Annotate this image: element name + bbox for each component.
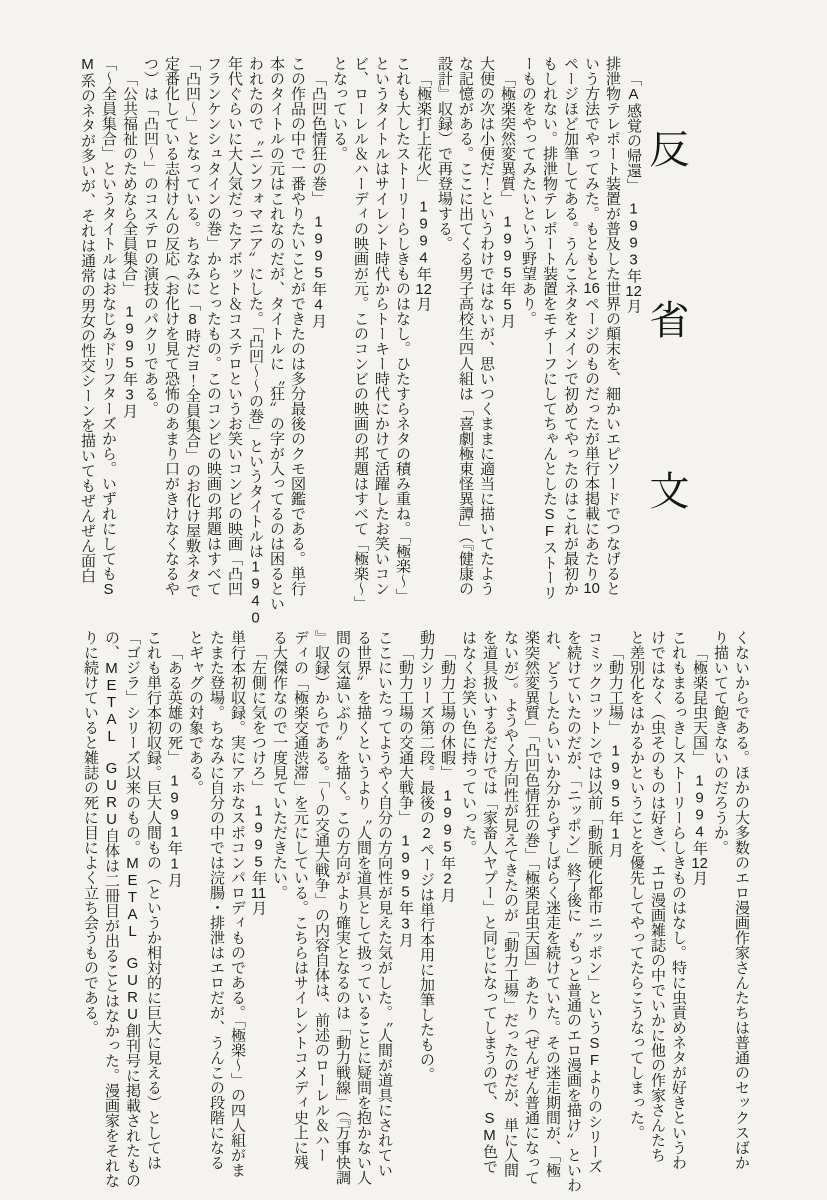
text-line: ディの「極楽交通渋滞」を元にしている。こちらはサイレントコメディ史上に残 (292, 630, 309, 1170)
text-line: たまた登場。ちなみに自分の中では浣腸・排泄はエロだが、うんこの段階になる (208, 630, 225, 1170)
work-title-line: 「極楽昆虫天国」 1994年12月 (691, 645, 708, 886)
text-line: M系のネタが多いが、それは通常の男女の性交シーンを描いてもぜんぜん面白 (79, 56, 96, 583)
text-line: けではなく（虫そのものは好き）、エロ漫画雑誌の中でいかに他の作家さんたち (649, 630, 666, 1163)
text-line: 定番化している志村けんの反応（お化けを見て恐怖のあまり口がきけなくなるや (163, 56, 180, 596)
work-title-line: 「極楽突然変異質」 1995年5月 (499, 71, 516, 329)
text-line: となっている。 (331, 56, 348, 161)
text-line: というタイトルはサイレント時代からトーキー時代にかけて活躍したお笑いコン (373, 56, 390, 596)
text-line: 単行本初収録。実にアホなスポコンパロディものである。「極楽〜」の四人組がま (229, 630, 246, 1178)
text-line: りに続けていると雑誌の死に目によく立ち会うものである。 (82, 630, 99, 1035)
text-line: とギャグの対象である。 (187, 630, 204, 795)
text-line: これもまるっきしストーリーらしきものはなし。特に虫責めネタが好きというわ (670, 630, 687, 1170)
work-title-line: 「左側に気をつけろ」 1995年11月 (250, 645, 267, 916)
text-line: この作品の中で一番やりたいことができたのは多分最後のクモ図鑑である。単行 (289, 56, 306, 596)
bottom-section (80, 630, 752, 1193)
text-line: これも大したストーリーらしきものはなし。ひたすらネタの積み重ね。「極楽〜」 (394, 56, 411, 604)
text-line: 年代ぐらいに大人気だったアボット＆コステロというお笑いコンビの映画「凸凹 (226, 56, 243, 596)
page-title: 反省文 (644, 128, 688, 641)
work-title-line: 「動力工場」 1995年1月 (607, 645, 624, 858)
text-line: これも単行本初収録。巨大人間もの（というか相対的に巨大に見える）としては (145, 630, 162, 1170)
text-line: もしれない。排泄物テレポート装置をモチーフにしてちゃんとしたSFストーリ (541, 56, 558, 600)
text-line: はなくお笑い色に持っていった。 (460, 630, 477, 855)
text-line: ないが）。ようやく方向性が見えてきたのが「動力工場」だったのだが、単に人間 (502, 630, 519, 1178)
text-line: 大便の次は小便だ！というわけではないが、思いつくままに適当に描いてたよう (478, 56, 495, 596)
text-line: 動力シリーズ第二段。最後の2ページは単行本用に加筆したもの。 (418, 630, 435, 1082)
work-title-line: 「A感覚の帰還」 1993年12月 (625, 71, 642, 314)
text-line: ページほど加筆してある。うんこネタをメインで初めてやったのはこれが最初か (562, 56, 579, 596)
work-title-line: 「動力工場の交通大戦争」 1995年3月 (397, 645, 414, 948)
text-line: な記憶がある。ここに出てくる男子高校生四人組は「喜劇極東怪異譚」（『健康の (457, 56, 474, 596)
text-line: と差別化をはかるかということを優先してやってたらこうなってしまった。 (628, 630, 645, 1140)
text-line: ーものをやってみたいという野望あり。 (520, 56, 537, 326)
text-line: われたので〝ニンフォマニア〞にした。「凸凹〜〜の巻」というタイトルは1940 (247, 56, 264, 627)
text-line: れ、どうしたらいいか分からずしばらく迷走を続けていた。その迷走期間が、「極 (544, 630, 561, 1178)
text-line: 設計』収録）で再登場する。 (436, 56, 453, 251)
text-line: いう方法でやってみた。もともと16ページのものだったが単行本掲載にあたり10 (583, 56, 600, 596)
text-line: 』収録）からである。「〜の交通大戦争」の内容自体は、前述のローレル＆ハー (313, 630, 330, 1163)
text-line: る大傑作なので一度見ていただきたい。 (271, 630, 288, 900)
work-title-line: 「動力工場の休暇」 1995年2月 (439, 645, 456, 903)
text-line: を続けていたのだが、「ニッポン」終了後に〝もっと普通のエロ漫画を描け〞といわ (565, 630, 582, 1193)
text-line: の、METAL GURU自体は二冊目が出ることはなかった。漫画家をそれな (103, 630, 120, 1188)
work-title-line: 「極楽打上花火」 1994年12月 (415, 71, 432, 312)
text-line: 楽突然変異質」「凸凹色情狂の巻」「極楽昆虫天国」あたり（ぜんぜん普通になって (523, 630, 540, 1185)
text-line: 「〜全員集合」というタイトルはおなじみドリフターズから。いずれにしてもS (100, 56, 117, 598)
text-line: くないからである。ほかの大多数のエロ漫画作家さんたちは普通のセックスばか (733, 630, 750, 1170)
top-section (77, 56, 730, 641)
text-line: ここにいたってようやく自分の方向性が見えた気がした。〝人間が道具にされてい (376, 630, 393, 1178)
text-line: 「凸凹〜」となっている。ちなみに「8時だヨ！全員集合」のお化け屋敷ネタで (184, 56, 201, 598)
text-line: コミックコットンでは以前「動脈硬化都市ニッポン」というSFよりのシリーズ (586, 630, 603, 1174)
text-line: フランケンシュタインの巻」からとったもの。このコンビの映画の邦題はすべて (205, 56, 222, 596)
text-line: 排泄物テレポート装置が普及した世界の顛末を、細かいエピソードでつなげると (604, 56, 621, 596)
text-line: つ）は「凸凹〜」のコステロの演技のパクリである。 (142, 56, 159, 416)
text-line: 本のタイトルの元はこれなのだが、タイトルに〝狂〞の字が入ってるのは困るとい (268, 56, 285, 611)
text-line: り描いてて飽きないのだろうか。 (712, 630, 729, 855)
text-line: 「ゴジラ」シリーズ以来のもの。METAL GURU創刊号に掲載されたもの (124, 630, 141, 1188)
text-line: を道具扱いするだけでは「家畜人ヤプー」と同じになってしまうので、SM色で (481, 630, 498, 1174)
work-title-line: 「ある英雄の死」 1991年1月 (166, 645, 183, 888)
work-title-line: 「公共福祉のためなら全員集合」 1995年3月 (121, 71, 138, 419)
text-line: ビ、ローレル＆ハーディの映画が元。このコンビの映画の邦題はすべて「極楽〜」 (352, 56, 369, 611)
text-line: る世界〞を描くというより〝人間を道具として扱っていることに疑問を抱かない人 (355, 630, 372, 1185)
text-line: 間の気違いぶり〞を描く。この方向がより確実となるのは「動力戦線」（『万事快調 (334, 630, 351, 1185)
work-title-line: 「凸凹色情狂の巻」 1995年4月 (310, 71, 327, 329)
